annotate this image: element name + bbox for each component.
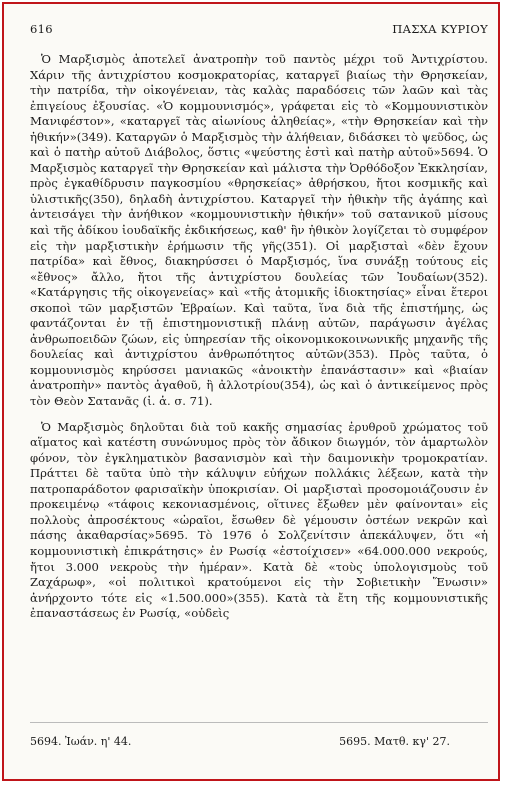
paragraph-2: Ὁ Μαρξισμὸς δηλοῦται διὰ τοῦ κακῆς σημασίας ἐρυθροῦ χρώματος τοῦ αἵματος καὶ κατέστη συνώνυμος πρὸς τὸν ἄδικον διωγμόν, τὸν ἁμαρτωλὸν φόνον, τὸν ἐγκληματικὸν βασανισμὸν καὶ τὴν δαιμονικὴν τρομοκρατίαν. Πράττει δὲ ταῦτα ὑπὸ τὴν κάλυψιν εὐήχων πολλάκις λέξεων, κατὰ τὴν πατροπαράδοτον φαρισαϊκὴν ὑποκρισίαν. Οἱ μαρξισταὶ προσομοιάζουσιν ἐν προκειμένῳ «τάφοις κεκονιασμένοις, οἵτινες ἔξωθεν μὲν φαίνονται» εἰς πολλοὺς ἀπροσέκτους «ὡραῖοι, ἔσωθεν δὲ γέμουσιν ὀστέων νεκρῶν καὶ πάσης ἀκαθαρσίας»5695. Τὸ 1976 ὁ Σολζενίτσιν ἀπεκάλυψεν, ὅτι «ἡ κομμουνιστικὴ ἐπικράτησις» ἐν Ρωσίᾳ «ἐστοίχισεν» «64.000.000 νεκρούς, ἤτοι 3.000 νεκροὺς τὴν ἡμέραν». Κατὰ δὲ «τοὺς ὑπολογισμοὺς τοῦ Ζαχάρωφ», «οἱ πολιτικοὶ κρατούμενοι εἰς τὴν Σοβιετικὴν Ἕνωσιν» ἀνήρχοντο τότε εἰς «1.500.000»(355). Κατὰ τὰ ἔτη τῆς κομμουνιστικῆς ἐπαναστάσεως ἐν Ρωσίᾳ, «οὐδεὶς (30, 419, 488, 621)
footnotes (30, 735, 450, 748)
page-header (30, 22, 488, 36)
footnote-5695: 5695. Ματθ. κγ' 27. (339, 735, 450, 748)
paragraph-1: Ὁ Μαρξισμὸς ἀποτελεῖ ἀνατροπὴν τοῦ παντὸς μέχρι τοῦ Ἀντιχρίστου. Χάριν τῆς ἀντιχρίστου κοσμοκρατορίας, καταργεῖ βιαίως τὴν Θρησκείαν, τὴν πατρίδα, τὴν οἰκογένειαν, τὰς καλὰς παραδόσεις τῶν λαῶν καὶ τὰς ἐπιγείους ἐξουσίας. «Ὁ κομμουνισμός», γράφεται εἰς τὸ «Κομμουνιστικὸν Μανιφέστον», «καταργεῖ τὰς αἰωνίους ἀληθείας», «τὴν Θρησκείαν καὶ τὴν ἠθικήν»(349). Καταργῶν ὁ Μαρξισμὸς τὴν ἀλήθειαν, διδάσκει τὸ ψεῦδος, ὡς καὶ ὁ πατὴρ αὐτοῦ Διάβολος, ὅστις «ψεύστης ἐστὶ καὶ πατὴρ αὐτοῦ»5694. Ὁ Μαρξισμὸς καταργεῖ τὴν Θρησκείαν καὶ μάλιστα τὴν Ὀρθόδοξον Ἐκκλησίαν, πρὸς ἐγκαθίδρυσιν παγκοσμίου «θρησκείας» ἀθρήσκου, ἤτοι κοσμικῆς καὶ ὑλιστικῆς(350), δηλαδὴ ἀντιχρίστου. Καταργεῖ τὴν ἠθικὴν τῆς ἀγάπης καὶ ἀντεισάγει τὴν ἀνήθικον «κομμουνιστικὴν ἠθικήν» τοῦ σατανικοῦ μίσους καὶ τῆς ἀδίκου ἰουδαϊκῆς ἐκδικήσεως, καθ' ἣν ἠθικὸν λογίζεται τὸ συμφέρον εἰς τὴν μαρξιστικὴν ἐρήμωσιν τῆς γῆς(351). Οἱ μαρξισταὶ «δὲν ἔχουν πατρίδα» καὶ ἔθνος, διακηρύσσει ὁ Μαρξισμός, ἵνα συνάξῃ τούτους εἰς «ἔθνος» ἄλλο, ἤτοι τῆς ἀντιχρίστου δουλείας τῶν Ἰουδαίων(352). «Κατάργησις τῆς οἰκογενείας» καὶ «τῆς ἀτομικῆς ἰδιοκτησίας» εἶναι ἕτεροι σκοποὶ τῶν μαρξιστῶν Ἑβραίων. Καὶ ταῦτα, ἵνα διὰ τῆς ἐπιστήμης, ὡς φαντάζονται ἐν τῇ ἐπιστημονιστικῇ πλάνῃ αὐτῶν, παράγωσιν ἀγέλας ἀνθρωποειδῶν ζώων, εἰς ὑπηρεσίαν τῆς οἰκονομικοκοινωνικῆς μηχανῆς τῆς δουλείας καὶ ἀντιχρίστου ἀνθρωπότητος αὐτῶν(353). Πρὸς ταῦτα, ὁ κομμουνισμὸς κηρύσσει μανιακῶς «ἀνοικτὴν ἐπανάστασιν» καὶ «βιαίαν ἀνατροπὴν» παντὸς ἀγαθοῦ, ἢ ἀλλοτρίου(354), ὡς καὶ ὁ ἀντικείμενος πρὸς τὸν Θεὸν Σατανᾶς (ἰ. ἁ. σ. 71). (30, 52, 488, 409)
page-number: 616 (30, 22, 53, 36)
running-title: ΠΑΣΧΑ ΚΥΡΙΟΥ (392, 22, 488, 36)
footnote-5694: 5694. Ἰωάν. η' 44. (30, 735, 132, 748)
main-text (30, 52, 488, 622)
book-page (30, 22, 488, 632)
footnote-divider (30, 722, 488, 723)
